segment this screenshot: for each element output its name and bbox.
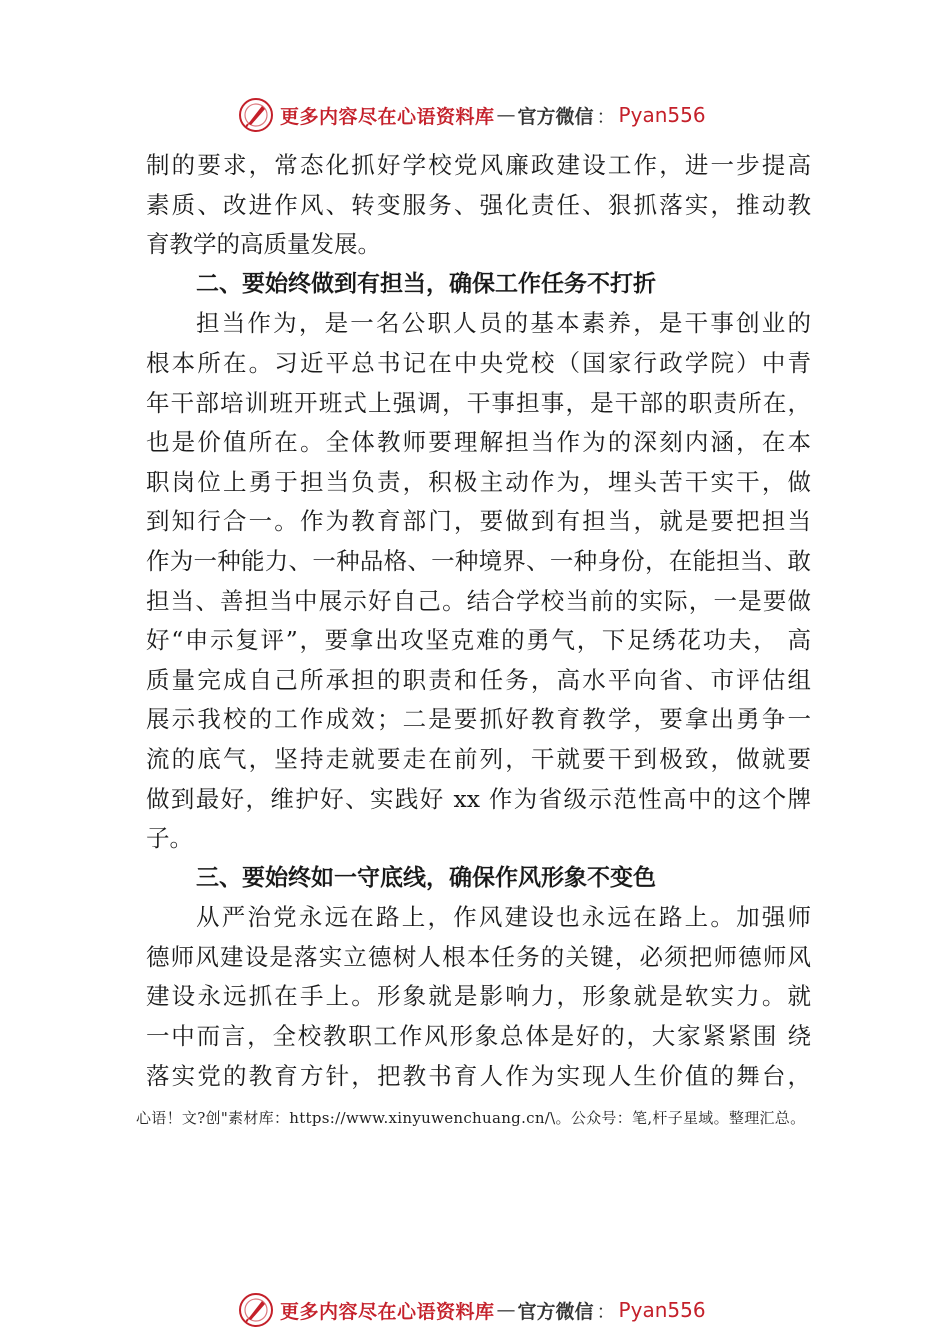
watermark-dash: — [496,104,516,126]
paragraph-line: 展示我校的工作成效；二是要抓好教育教学，要拿出勇争一 [146,705,811,734]
paragraph-line: 担当作为，是一名公职人员的基本素养，是干事创业的 [196,309,811,338]
paragraph-line: 德师风建设是落实立德树人根本任务的关键，必须把师德师风 [146,942,811,971]
paragraph-line: 子。 [146,824,193,853]
watermark-dash: — [496,1299,516,1321]
paragraph-line: 落实党的教育方针，把教书育人作为实现人生价值的舞台， [146,1061,811,1090]
paragraph-line: 根本所在。习近平总书记在中央党校（国家行政学院）中青 [146,348,811,377]
paragraph-line: 从严治党永远在路上，作风建设也永远在路上。加强师 [196,903,811,932]
document-body [146,146,811,1096]
paragraph-line: 素质、改进作风、转变服务、强化责任、狠抓落实，推动教 [146,190,811,219]
watermark-brand-text: 更多内容尽在心语资料库 [280,1300,495,1323]
section-heading-2: 二、要始终做到有担当，确保工作任务不打折 [196,270,656,297]
paragraph-line: 担当、善担当中展示好自己。结合学校当前的实际，一是要做 [146,586,811,615]
paragraph-line: 制的要求，常态化抓好学校党风廉政建设工作，进一步提高 [146,151,811,179]
paragraph-line: 育教学的高质量发展。 [146,230,381,259]
quill-pen-logo-icon [238,1292,274,1328]
paragraph-line: 质量完成自己所承担的职责和任务，高水平向省、市评估组 [146,665,811,694]
watermark-colon: ： [596,105,616,128]
watermark-brand-text: 更多内容尽在心语资料库 [280,105,495,128]
paragraph-line: 职岗位上勇于担当负责，积极主动作为，埋头苦干实干，做 [146,467,811,496]
source-footnote: 心语！文?创"素材库：https://www.xinyuwenchuang.cn/\。公众号：笔,杆子星域。整理汇总。 [136,1109,806,1127]
footer-watermark [238,1290,758,1330]
watermark-official-text: 官方微信 [517,105,594,128]
paragraph-line: 一中而言，全校教职工作风形象总体是好的，大家紧紧围 绕 [146,1022,811,1051]
paragraph-line: 做到最好，维护好、实践好 xx 作为省级示范性高中的这个牌 [146,784,811,813]
watermark-wechat-id: Pyan556 [618,1298,706,1322]
paragraph-line: 也是价值所在。全体教师要理解担当作为的深刻内涵，在本 [146,428,811,457]
watermark-official-text: 官方微信 [517,1300,594,1323]
paragraph-line: 建设永远抓在手上。形象就是影响力，形象就是软实力。就 [146,982,811,1011]
header-watermark [238,95,758,135]
paragraph-line: 年干部培训班开班式上强调，干事担事，是干部的职责所在， [146,388,811,417]
paragraph-line: 流的底气，坚持走就要走在前列，干就要干到极致，做就要 [146,744,811,773]
watermark-colon: ： [596,1300,616,1323]
paragraph-line: 作为一种能力、一种品格、一种境界、一种身份，在能担当、敢 [146,546,811,575]
paragraph-line: 好“申示复评”，要拿出攻坚克难的勇气，下足绣花功夫， 高 [146,626,811,655]
section-heading-3: 三、要始终如一守底线，确保作风形象不变色 [196,864,656,891]
paragraph-line: 到知行合一。作为教育部门，要做到有担当，就是要把担当 [146,507,811,536]
watermark-wechat-id: Pyan556 [618,103,706,127]
quill-pen-logo-icon [238,97,274,133]
